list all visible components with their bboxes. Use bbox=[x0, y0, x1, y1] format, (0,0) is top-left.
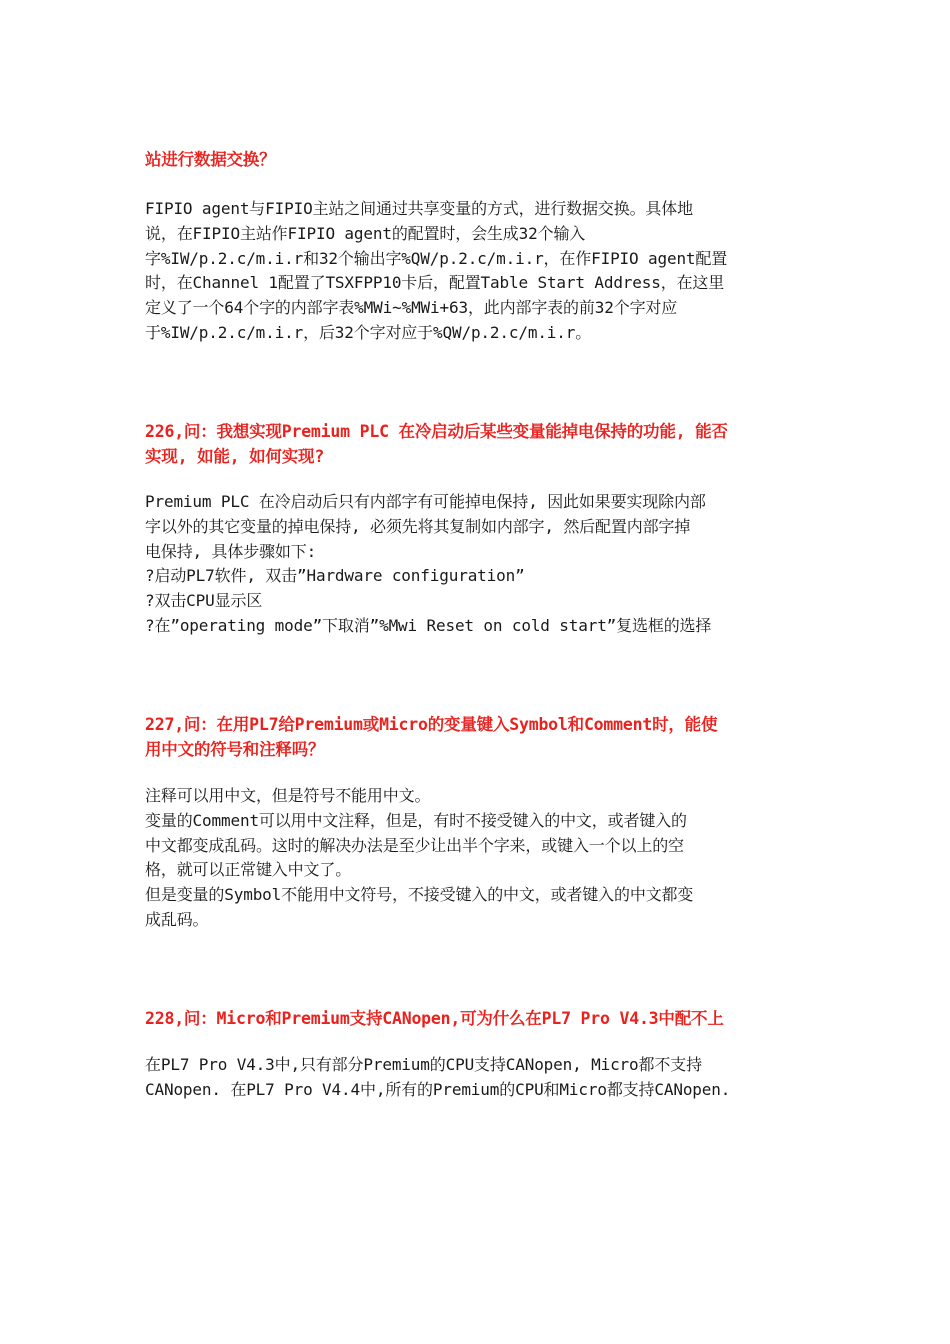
heading-line: 站进行数据交换？ bbox=[145, 150, 276, 169]
text-line: 在PL7 Pro V4.3中,只有部分Premium的CPU支持CANopen, Micro都不支持 bbox=[145, 1055, 702, 1074]
text-line: 电保持, 具体步骤如下: bbox=[145, 541, 317, 561]
heading-line: 实现, 如能, 如何实现? bbox=[145, 447, 325, 466]
text-line: 时，在Channel 1配置了TSXFPP10卡后，配置Table Start Address，在这里 bbox=[145, 273, 725, 293]
text-line: 变量的Comment可以用中文注释，但是，有时不接受键入的中文，或者键入的 bbox=[145, 810, 687, 830]
answer-228-paragraph bbox=[145, 1053, 810, 1103]
text-line: 成乱码。 bbox=[145, 909, 209, 929]
text-line: 定义了一个64个字的内部字表%MWi~%MWi+63，此内部字表的前32个字对应 bbox=[145, 298, 678, 318]
text-line: 字%IW/p.2.c/m.i.r和32个输出字%QW/p.2.c/m.i.r，在作FIPIO agent配置 bbox=[145, 248, 728, 268]
text-line: ?双击CPU显示区 bbox=[145, 591, 263, 611]
heading-line: 227,问：在用PL7给Premium或Micro的变量键入Symbol和Comment时，能使 bbox=[145, 715, 718, 734]
question-226-heading bbox=[145, 419, 810, 469]
section-heading-continuation bbox=[145, 147, 810, 172]
text-line: 中文都变成乱码。这时的解决办法是至少让出半个字来，或键入一个以上的空 bbox=[145, 835, 684, 855]
text-line: 字以外的其它变量的掉电保持, 必须先将其复制如内部字, 然后配置内部字掉 bbox=[145, 516, 691, 536]
text-line: 注释可以用中文，但是符号不能用中文。 bbox=[145, 786, 431, 805]
text-line: 于%IW/p.2.c/m.i.r，后32个字对应于%QW/p.2.c/m.i.r。 bbox=[145, 322, 592, 342]
answer-226-paragraph bbox=[145, 490, 810, 639]
text-line: 格，就可以正常键入中文了。 bbox=[145, 860, 352, 880]
question-228-heading bbox=[145, 1006, 810, 1031]
text-line: 但是变量的Symbol不能用中文符号，不接受键入的中文，或者键入的中文都变 bbox=[145, 885, 694, 905]
text-line: FIPIO agent与FIPIO主站之间通过共享变量的方式，进行数据交换。具体地 bbox=[145, 199, 693, 218]
text-line: CANopen. 在PL7 Pro V4.4中,所有的Premium的CPU和Micro都支持CANopen. bbox=[145, 1079, 731, 1099]
fipio-answer-paragraph bbox=[145, 197, 810, 346]
heading-line: 226,问：我想实现Premium PLC 在冷启动后某些变量能掉电保持的功能, 能否 bbox=[145, 422, 728, 441]
heading-line: 用中文的符号和注释吗？ bbox=[145, 740, 325, 759]
text-line: ?启动PL7软件, 双击”Hardware configuration” bbox=[145, 566, 525, 586]
text-line: ?在”operating mode”下取消”%Mwi Reset on cold start”复选框的选择 bbox=[145, 615, 712, 635]
heading-line: 228,问：Micro和Premium支持CANopen,可为什么在PL7 Pro V4.3中配不上 bbox=[145, 1009, 724, 1028]
question-227-heading bbox=[145, 712, 810, 762]
answer-227-paragraph bbox=[145, 784, 810, 933]
text-line: Premium PLC 在冷启动后只有内部字有可能掉电保持, 因此如果要实现除内部 bbox=[145, 492, 706, 511]
text-line: 说，在FIPIO主站作FIPIO agent的配置时，会生成32个输入 bbox=[145, 223, 586, 243]
